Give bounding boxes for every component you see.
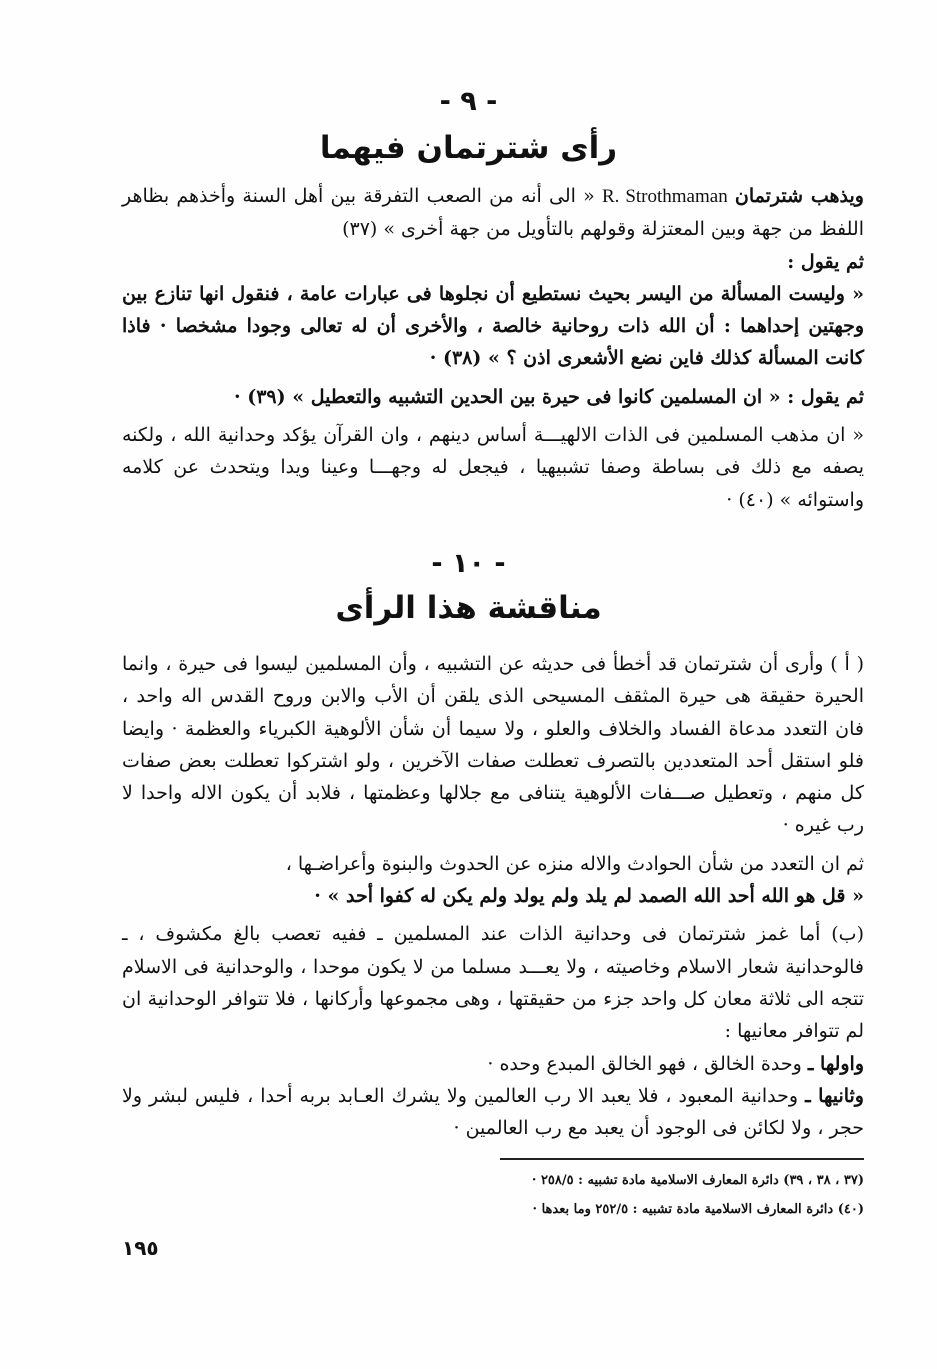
section-number-10: - ١٠ - bbox=[431, 548, 506, 579]
paragraph: ثم ان التعدد من شأن الحوادث والاله منزه عن الحدوث والبنوة وأعراضـها ، bbox=[285, 852, 864, 875]
paragraph: « ان مذهب المسلمين فى الذات الالهيـــة أساس دينهم ، وان القرآن يؤكد وحدانية الله ، ولكنه يصفه مع ذلك فى بساطة وصفا تشبيهيا ، فيجعل له وجهـــا وعينا ويدا ويتحدث عن كلامه واستوائه » (٤٠) · bbox=[122, 424, 864, 511]
footnote-divider bbox=[500, 1158, 864, 1160]
paragraph-lead: واولها ـ bbox=[807, 1052, 864, 1075]
paragraph bbox=[122, 1080, 864, 1145]
paragraph: (ب) أما غمز شترتمان فى وحدانية الذات عند المسلمين ـ ففيه تعصب بالغ مكشوف ، ـ فالوحدانية شعار الاسلام وخاصيته ، ولا يعـــد مسلما من لا يكون موحدا ، والوحدانية فى الاسلام تتجه الى ثلاثة معان كل واحد جزء من حقيقتها ، وهى مجموعها وأركانها ، فلا تتوافر الوحدانية ان لم تتوافر معانيها : bbox=[122, 923, 864, 1043]
quran-quote: « قل هو الله أحد الله الصمد لم يلد ولم يولد ولم يكن له كفوا أحد » · bbox=[314, 885, 864, 908]
paragraph: ثم يقول : « ان المسلمين كانوا فى حيرة بين الحدين التشبيه والتعطيل » (٣٩) · bbox=[233, 385, 864, 408]
paragraph: « وليست المسألة من اليسر بحيث نستطيع أن نجلوها فى عبارات عامة ، فنقول انها تنازع بين وجهتين إحداهما : أن الله ذات روحانية خالصة ، والأخرى أن له تعالى وجودا مشخصا · فاذا كانت المسألة كذلك فاين نضع الأشعرى اذن ؟ » (٣٨) · bbox=[122, 282, 864, 370]
paragraph: ( أ ) وأرى أن شترتمان قد أخطأ فى حديثه عن التشبيه ، وأن المسلمين ليسوا فى حيرة ، وانما الحيرة حقيقة هى حيرة المثقف المسيحى الذى يلقن أن الأب والابن وروح القدس اله واحد ، فان التعدد مدعاة الفساد والخلاف والعلو ، ولا سيما أن شأن الألوهية الكبرياء والعظمة · وايضا فلو استقل أحد المتعددين بالتصرف تعطلت صفات الآخرين ، ولو اشتركوا تعطلت بعض صفات كل منهم ، وتعطيل صـــفات الألوهية يتنافى مع جلالها وعظمتها ، فلابد أن يكون الاله واحدا لا رب غيره · bbox=[122, 653, 864, 837]
paragraph-lead: وثانيها ـ bbox=[805, 1084, 864, 1107]
paragraph-text: « الى أنه من الصعب التفرقة بين أهل السنة وأخذهم بظاهر اللفظ من جهة وبين المعتزلة وقولهم بالتأويل من جهة أخرى » (٣٧) bbox=[122, 185, 864, 241]
section-10-body bbox=[122, 648, 864, 1144]
latin-author-name: R. Strothmaman bbox=[601, 186, 728, 207]
section-title-10: مناقشة هذا الرأى bbox=[335, 590, 602, 626]
paragraph-lead: ويذهب شترتمان bbox=[734, 185, 864, 207]
footnote: (٤٠) دائرة المعارف الاسلامية مادة تشبيه : ٢٥٢/٥ وما بعدها · bbox=[532, 1202, 864, 1217]
footnote: (٣٧ ، ٣٨ ، ٣٩) دائرة المعارف الاسلامية مادة تشبيه : ٢٥٨/٥ · bbox=[531, 1173, 864, 1188]
footnotes bbox=[330, 1166, 864, 1224]
paragraph-text: وحدة الخالق ، فهو الخالق المبدع وحده · bbox=[487, 1052, 802, 1075]
section-title-9: رأى شترتمان فيهما bbox=[319, 130, 618, 166]
paragraph bbox=[122, 1048, 864, 1080]
paragraph: ثم يقول : bbox=[787, 250, 864, 273]
paragraph-text: وحدانية المعبود ، فلا يعبد الا رب العالمين ولا يشرك العـابد بربه أحدا ، فليس لبشر ولا حجر ، ولا لكائن فى الوجود أن يعبد مع رب العالمين · bbox=[122, 1084, 864, 1140]
section-9-body bbox=[122, 180, 864, 516]
section-number-9: - ٩ - bbox=[439, 86, 498, 117]
paragraph bbox=[122, 180, 864, 246]
page-number: ١٩٥ bbox=[122, 1236, 159, 1260]
